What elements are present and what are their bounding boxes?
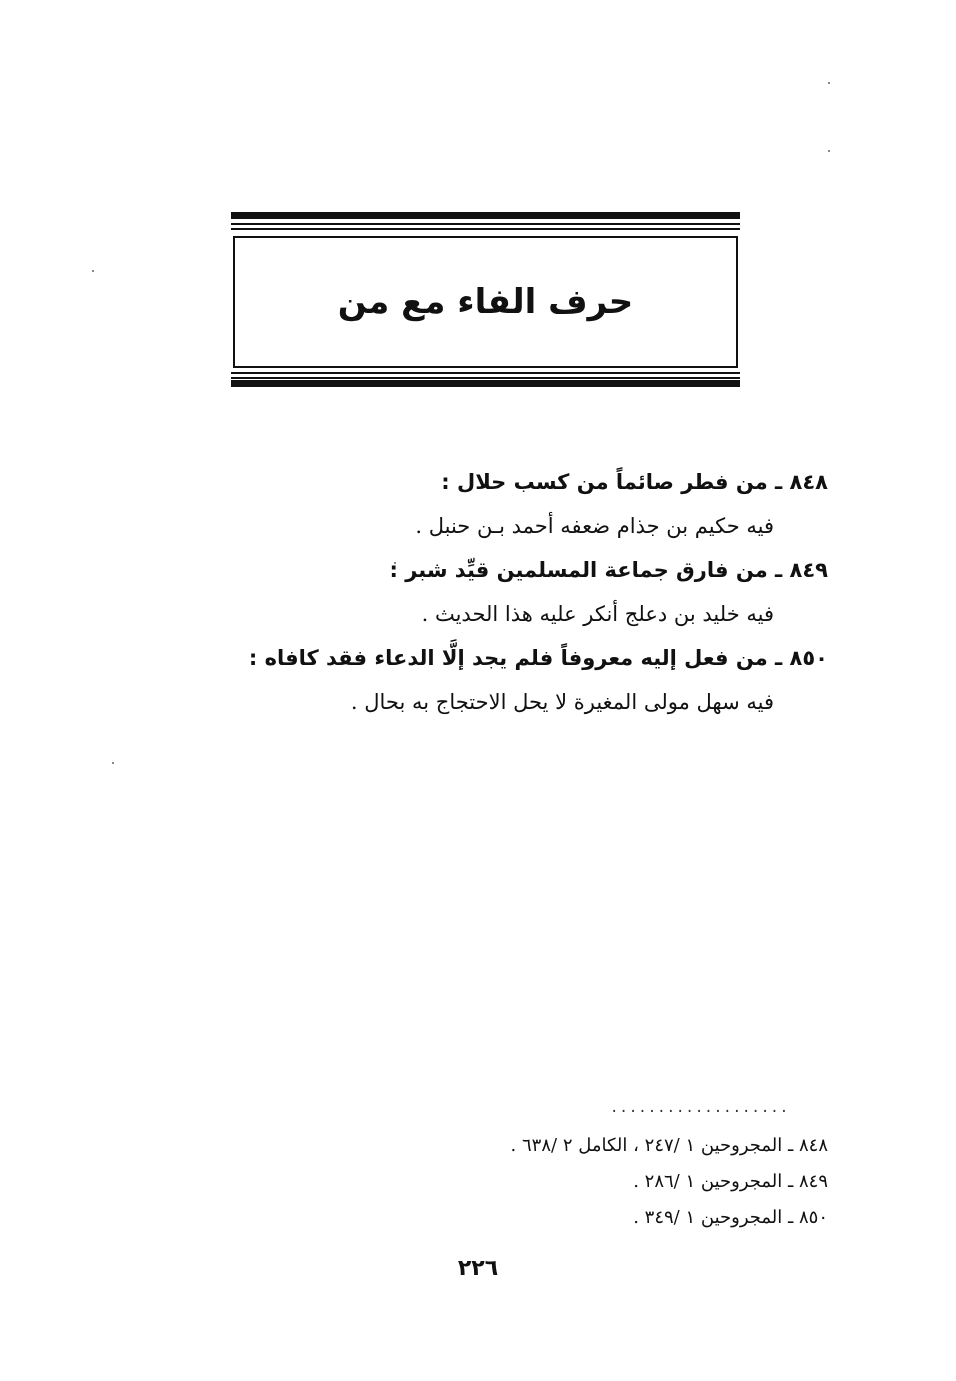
footnote-849: ٨٤٩ ـ المجروحين ١ /٢٨٦ . [633, 1171, 828, 1192]
entry-850-body: فيه سهل مولى المغيرة لا يحل الاحتجاج به بحال . [350, 690, 774, 714]
scan-speck [92, 270, 94, 272]
entry-848-body: فيه حكيم بن جذام ضعفه أحمد بـن حنبل . [415, 514, 774, 538]
top-rule-thin-2 [231, 228, 740, 230]
footnotes [408, 1130, 828, 1238]
top-rule-thin [231, 223, 740, 225]
entry-849-head: ٨٤٩ ـ من فارق جماعة المسلمين قيِّد شبر : [389, 558, 828, 582]
scan-speck [828, 82, 830, 84]
chapter-heading-box [233, 236, 738, 368]
footnote-850: ٨٥٠ ـ المجروحين ١ /٣٤٩ . [633, 1207, 828, 1228]
chapter-heading-frame [231, 212, 740, 387]
page-number: ٢٢٦ [457, 1256, 499, 1281]
top-rule-thick [231, 212, 740, 219]
bottom-rule-thin-2 [231, 377, 740, 379]
footnote-separator: ................... [610, 1100, 790, 1116]
entry-849-body: فيه خليد بن دعلج أنكر عليه هذا الحديث . [421, 602, 774, 626]
hadith-entries [248, 462, 828, 726]
footnote-848: ٨٤٨ ـ المجروحين ١ /٢٤٧ ، الكامل ٢ /٦٣٨ . [510, 1135, 828, 1156]
bottom-rule-thick [231, 380, 740, 387]
entry-848-head: ٨٤٨ ـ من فطر صائماً من كسب حلال : [441, 470, 828, 494]
scan-speck [112, 762, 114, 764]
bottom-rule-thin [231, 372, 740, 374]
scan-speck [828, 150, 830, 152]
chapter-title: حرف الفاء مع من [337, 282, 634, 322]
entry-850-head: ٨٥٠ ـ من فعل إليه معروفاً فلم يجد إلَّا الدعاء فقد كافاه : [248, 646, 828, 670]
